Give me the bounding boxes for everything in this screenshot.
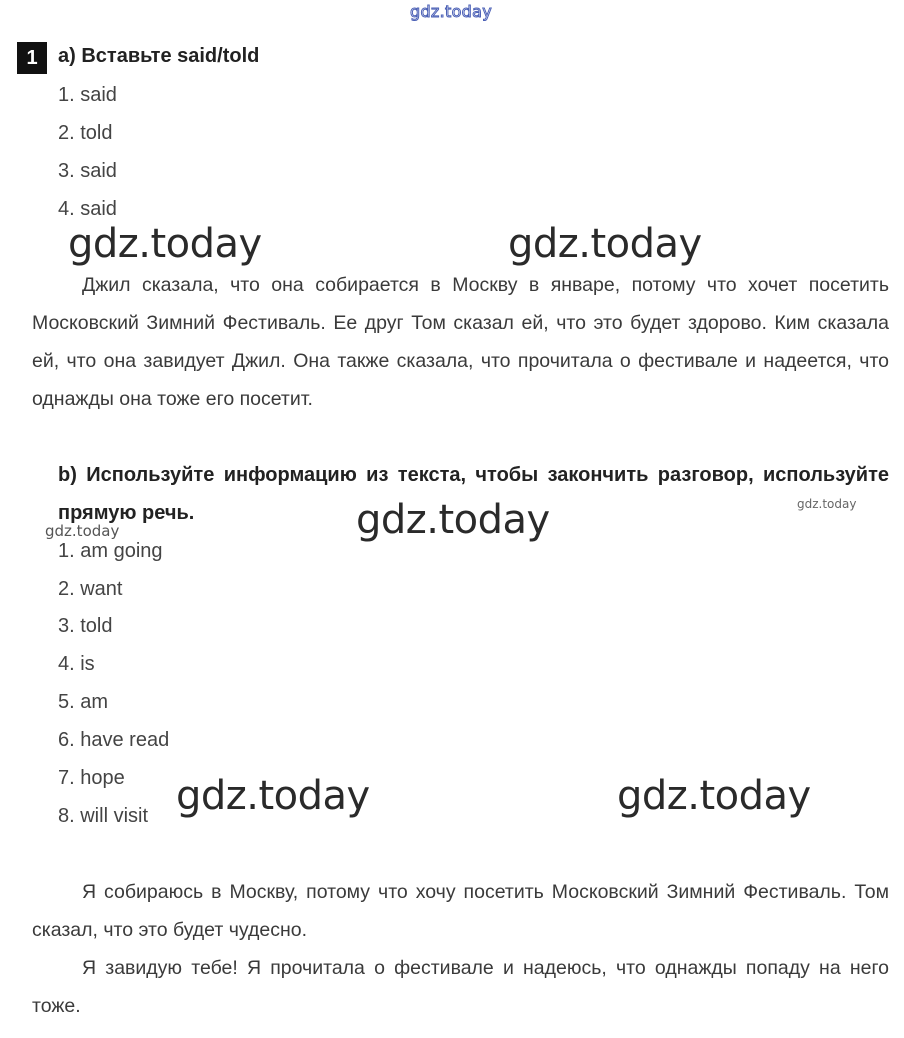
part-a-answer-4: 4. said xyxy=(58,198,117,220)
part-b-paragraph-1: Я собираюсь в Москву, потому что хочу посетить Московский Зимний Фестиваль. Том сказал, что это будет чудесно. xyxy=(32,881,889,941)
watermark: gdz.today xyxy=(617,773,811,819)
part-b-heading: b) Используйте информацию из текста, чтобы закончить разговор, используйте прямую речь. xyxy=(58,464,889,524)
part-a-answer-3: 3. said xyxy=(58,160,117,182)
watermark: gdz.today xyxy=(176,773,370,819)
part-b-answer-1: 1. am going xyxy=(58,540,163,562)
top-watermark: gdz.today xyxy=(410,2,492,21)
part-b-answer-8: 8. will visit xyxy=(58,805,149,827)
part-a-answer-1: 1. said xyxy=(58,84,117,106)
part-a-answer-2: 2. told xyxy=(58,122,113,144)
watermark: gdz.today xyxy=(356,497,550,543)
part-b-answer-7: 7. hope xyxy=(58,767,125,789)
watermark-small: gdz.today xyxy=(797,497,857,511)
watermark-small: gdz.today xyxy=(45,522,120,540)
task-number-badge: 1 xyxy=(17,42,47,74)
part-a-heading: a) Вставьте said/told xyxy=(58,45,260,67)
watermark: gdz.today xyxy=(68,221,262,267)
part-b-answer-4: 4. is xyxy=(58,653,95,675)
part-b-answer-3: 3. told xyxy=(58,615,113,637)
part-b-answer-2: 2. want xyxy=(58,578,123,600)
part-b-answer-5: 5. am xyxy=(58,691,109,713)
part-a-paragraph: Джил сказала, что она собирается в Москву в январе, потому что хочет посетить Московский Зимний Фестиваль. Ее друг Том сказал ей, что это будет здорово. Ким сказала ей, что она завидует Джил. Она также сказала, что прочитала о фестивале и надеется, что однажды она тоже его посетит. xyxy=(32,274,889,410)
part-b-answer-6: 6. have read xyxy=(58,729,170,751)
part-b-paragraph-2: Я завидую тебе! Я прочитала о фестивале и надеюсь, что однажды попаду на него тоже. xyxy=(32,957,889,1017)
watermark: gdz.today xyxy=(508,221,702,267)
